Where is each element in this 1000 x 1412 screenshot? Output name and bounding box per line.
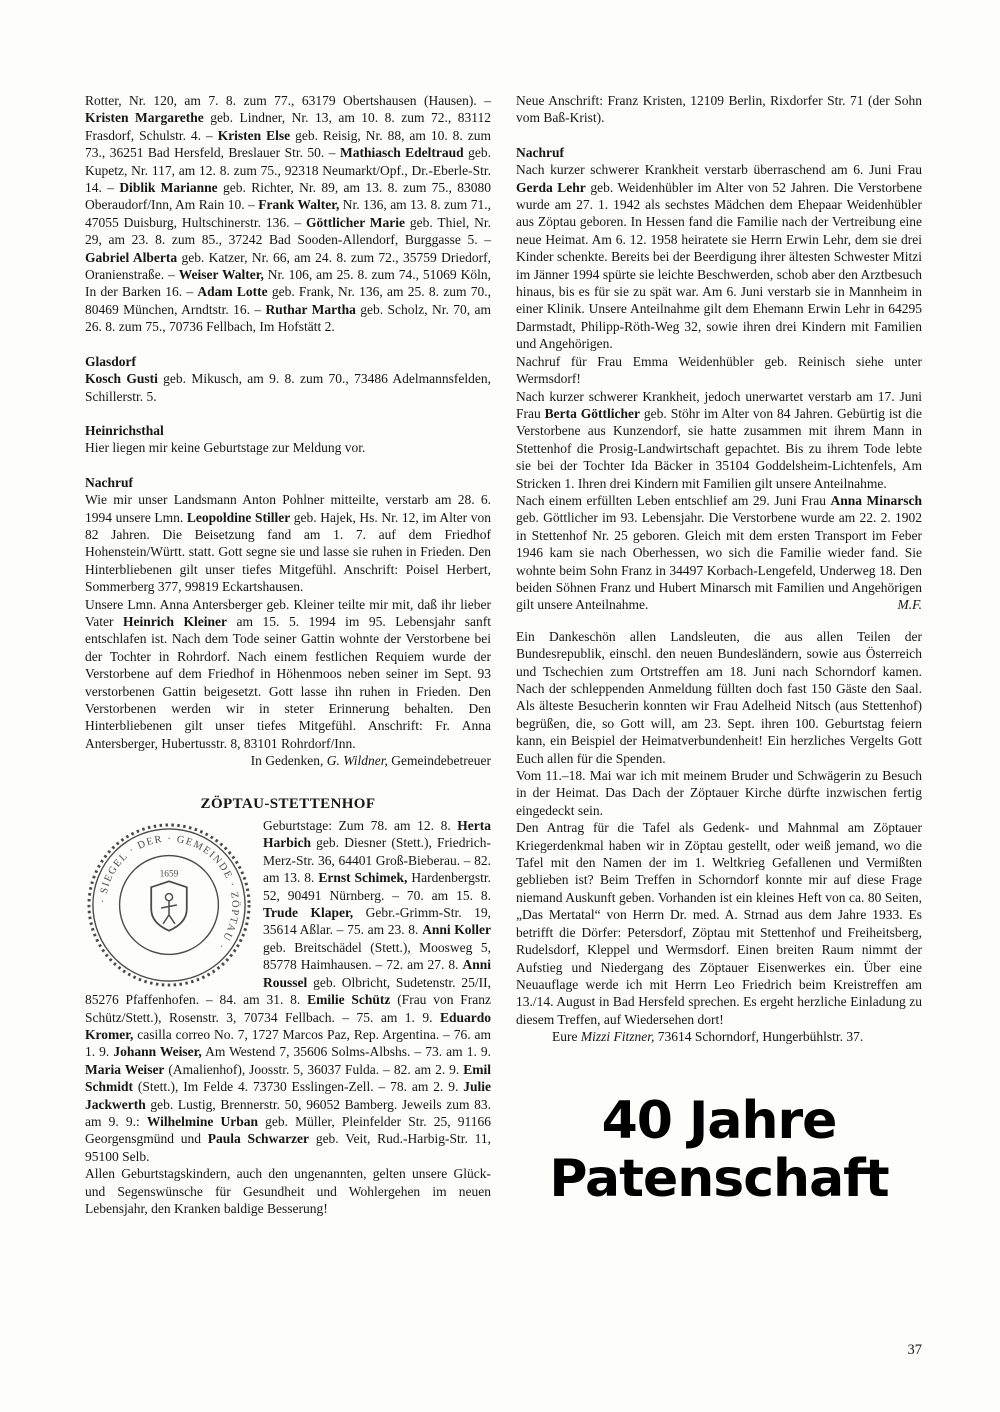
banner-line-1: 40 Jahre bbox=[601, 1090, 837, 1151]
birthday-list-continued: Rotter, Nr. 120, am 7. 8. zum 77., 63179 Obertshausen (Hausen). – Kristen Margarethe geb. Lindner, Nr. 13, am 10. 8. zum 72., 83112 Frasdorf, Schulstr. 4. – Kristen Else geb. Reisig, Nr. 88, am 10. 8. zum 73., 36251 Bad Hersfeld, Breslauer Str. 50. – Mathiasch Edeltraud geb. Kupetz, Nr. 117, am 12. 8. zum 75., 92318 Neumarkt/Opf., Dr.-Eberle-Str. 14. – Diblik Marianne geb. Richter, Nr. 89, am 13. 8. zum 75., 83080 Oberaudorf/Inn, Am Rain 10. – Frank Walter, Nr. 136, am 13. 8. zum 71., 47055 Duisburg, Hultschinerstr. 136. – Göttlicher Marie geb. Thiel, Nr. 29, am 23. 8. zum 85., 37242 Bad Sooden-Allendorf, Burggasse 5. – Gabriel Alberta geb. Katzer, Nr. 66, am 24. 8. zum 72., 35759 Driedorf, Oranienstraße. – Weiser Walter, Nr. 106, am 25. 8. zum 74., 51069 Köln, In der Barken 16. – Adam Lotte geb. Frank, Nr. 136, am 25. 8. zum 70., 80469 München, Arndtstr. 16. – Ruthar Martha geb. Scholz, Nr. 70, am 26. 8. zum 75., 70736 Fellbach, Im Hofstätt 2. bbox=[85, 93, 492, 335]
report-memorial-tafel: Den Antrag für die Tafel als Gedenk- und Mahnmal am Zöptauer Kriegerdenkmal haben wir in Zöptau gestellt, oder weiß jemand, wo die Tafel mit den Namen der im 1. Weltkrieg Gefallenen und Vermißten geblieben ist? Beim Treffen in Schorndorf konnte mir auf diese Frage niemand Auskunft geben. Vorhanden ist ein kleines Heft von ca. 80 Seiten, „Das Mertatal“ von Herrn Dr. med. A. Strnad aus dem Jahre 1933. Es betrifft die Dörfer: Petersdorf, Zöptau mit Stettenhof und Freiheitsberg, Rudelsdorf, Kleppel und Wermsdorf. Einen breiten Raum nimmt der Aufstieg und Niedergang des Zöptauer Eisenwerkes ein. Über eine Neuauflage werde ich mit Herrn Leo Friedrich beim Kreistreffen am 13./14. August in Bad Hersfeld sprechen. Es ergeht herzliche Einladung zu diesem Treffen, auf Wiedersehen dort! bbox=[516, 820, 922, 1027]
glasdorf-entry: Kosch Gusti geb. Mikusch, am 9. 8. zum 70., 73486 Adelmannsfelden, Schillerstr. 5. bbox=[85, 371, 492, 404]
new-address-note: Neue Anschrift: Franz Kristen, 12109 Berlin, Rixdorfer Str. 71 (der Sohn vom Baß-Krist). bbox=[516, 93, 922, 126]
right-column bbox=[516, 92, 922, 1208]
zoeptau-birthday-closing: Allen Geburtstagskindern, auch den ungenannten, gelten unsere Glück- und Segenswünsche für Gesundheit und Wohlergehen im neuen Lebensjahr, den Kranken baldige Besserung! bbox=[85, 1166, 491, 1216]
anniversary-banner bbox=[516, 1092, 922, 1208]
report-homeland-visit: Vom 11.–18. Mai war ich mit meinem Bruder und Schwägerin zu Besuch in der Heimat. Das Dach der Zöptauer Kirche dürfte inzwischen fertig eingedeckt sein. bbox=[516, 768, 922, 818]
section-heading-nachruf-right: Nachruf bbox=[516, 144, 564, 160]
left-column bbox=[85, 92, 491, 1217]
heinrichsthal-note: Hier liegen mir keine Geburtstage zur Meldung vor. bbox=[85, 440, 366, 456]
section-heading-nachruf-left: Nachruf bbox=[85, 474, 133, 490]
page-number: 37 bbox=[907, 1342, 922, 1358]
section-heading-heinrichsthal: Heinrichsthal bbox=[85, 422, 164, 438]
obituary-stiller: Wie mir unser Landsmann Anton Pohlner mitteilte, verstarb am 28. 6. 1994 unsere Lmn. Leopoldine Stiller geb. Hajek, Hs. Nr. 12, im Alter von 82 Jahren. Die Beisetzung fand am 1. 7. auf dem Friedhof Hohenstein/Württ. statt. Gott segne sie und lasse sie ruhen in Frieden. Den Hinterbliebenen gilt unser tiefes Mitgefühl. Anschrift: Poisel Herbert, Sommerberg 377, 99819 Eckartshausen. bbox=[85, 492, 491, 595]
obituary-minarsch: Nach einem erfüllten Leben entschlief am 29. Juni Frau Anna Minarsch geb. Göttlicher im 93. Lebensjahr. Die Verstorbene wurde am 22. 2. 1902 in Stettenhof Nr. 25 geboren. Gleich mit dem ersten Transport im Feber 1946 kam sie nach Oberhessen, wo sich die Familie wieder fand. Sie wohnte beim Sohn Franz in 34497 Korbach-Lengefeld, Underweg 18. Den beiden Söhnen Franz und Hubert Minarsch mit Familien und Angehörigen gilt unsere Anteilnahme. M.F. bbox=[516, 492, 922, 613]
seal-figure bbox=[161, 901, 177, 924]
seal-year: 1659 bbox=[159, 869, 179, 880]
obituary-signoff: In Gedenken, G. Wildner, Gemeindebetreuer bbox=[250, 753, 491, 769]
section-heading-glasdorf: Glasdorf bbox=[85, 353, 137, 369]
section-heading-zoeptau-stettenhof: ZÖPTAU-STETTENHOF bbox=[200, 795, 376, 812]
svg-text:· SIEGEL · DER · GEMEINDE · ZÖ bbox=[98, 834, 242, 952]
obituary-weidenhuebler-note: Nachruf für Frau Emma Weidenhübler geb. Reinisch siehe unter Wermsdorf! bbox=[516, 353, 922, 387]
seal-graphic bbox=[85, 821, 253, 989]
seal-ring-text: · SIEGEL · DER · GEMEINDE · ZÖPTAU · bbox=[97, 833, 241, 952]
obituary-kleiner: Unsere Lmn. Anna Antersberger geb. Kleiner teilte mir mit, daß ihr lieber Vater Heinrich Kleiner am 15. 5. 1994 im 95. Lebensjahr sanft entschlafen ist. Nach dem Tode seiner Gattin wohnte der Verstorbene bei der Tochter in Rohrdorf. Nach einem festlichen Requiem wurde der Verstorbene auf dem Friedhof in Höhenmoos neben seiner im Sept. 93 verstorbenen Gattin beigesetzt. Gott lasse ihn ruhen in Frieden. Den Verstorbenen werden wir in steter Erinnerung behalten. Den Hinterbliebenen gilt unser tiefes Mitgefühl. Anschrift: Fr. Anna Antersberger, Hubertusstr. 8, 83101 Rohrdorf/Inn. bbox=[85, 596, 491, 751]
banner-line-2: Patenschaft bbox=[549, 1148, 889, 1209]
obituary-lehr: Nach kurzer schwerer Krankheit verstarb überraschend am 6. Juni Frau Gerda Lehr geb. Weidenhübler im Alter von 52 Jahren. Die Verstorbene wurde am 27. 1. 1942 als sechstes Mädchen dem Ehepaar Weidenhübler aus Zöptau geboren. In Hessen fand die Familie nach der Vertreibung eine neue Heimat. Am 6. 12. 1958 heiratete sie Herrn Erwin Lehr, dem sie drei Kinder schenkte. Bereits bei der Beerdigung ihrer ältesten Schwester Mitzi im Jänner 1994 spürte sie leichte Beschwerden, schob aber den Arztbesuch hinaus, bis es für sie zu spät war. Am 6. Juni verstarb sie in Mannheim in einer Klinik. Unsere Anteilnahme gilt dem Ehemann Erwin Lehr in 64295 Darmstadt, Philipp-Röth-Weg 32, sowie ihren drei Kindern mit Familien und Angehörigen. bbox=[516, 162, 922, 352]
zoeptau-gemeinde-seal bbox=[85, 821, 253, 989]
zoeptau-birthday-list: Geburtstage: Zum 78. am 12. 8. Herta Harbich geb. Diesner (Stett.), Friedrich-Merz-Str. 36, 64401 Groß-Bieberau. – 82. am 13. 8. Ernst Schimek, Hardenbergstr. 52, 90491 Nürnberg. – 70. am 15. 8. Trude Klaper, Gebr.-Grimm-Str. 19, 35614 Aßlar. – 75. am 23. 8. Anni Koller geb. Breitschädel (Stett.), Moosweg 5, 85778 Haimhausen. – 72. am 27. 8. Anni Roussel geb. Olbricht, Sudetenstr. 25/II, 85276 Pfaffenhofen. – 84. am 31. 8. Emilie Schütz (Frau von Franz Schütz/Stett.), Rosenstr. 3, 70734 Fellbach. – 75. am 1. 9. Eduardo Kromer, casilla correo No. 7, 1727 Marcos Paz, Rep. Argentina. – 76. am 1. 9. Johann Weiser, Am Westend 7, 35606 Solms-Albshs. – 73. am 1. 9. Maria Weiser (Amalienhof), Joosstr. 5, 36037 Fulda. – 82. am 2. 9. Emil Schmidt (Stett.), Im Felde 4. 73730 Esslingen-Zell. – 78. am 2. 9. Julie Jackwerth geb. Lustig, Brennerstr. 50, 96052 Bamberg. Jeweils zum 83. am 9. 9.: Wilhelmine Urban geb. Müller, Pleinfelder Str. 25, 91166 Georgensgmünd und Paula Schwarzer geb. Veit, Rud.-Harbig-Str. 11, 95100 Selb. bbox=[85, 818, 492, 1164]
report-signoff: Eure Mizzi Fitzner, 73614 Schorndorf, Hungerbühlstr. 37. bbox=[552, 1029, 864, 1045]
zoeptau-section-body bbox=[85, 817, 491, 1165]
report-thanks: Ein Dankeschön allen Landsleuten, die aus allen Teilen der Bundesrepublik, einschl. den neuen Bundesländern, sowie aus Österreich und Tschechien zum Ortstreffen am 18. Juni nach Schorndorf kamen. Nach der schleppenden Anmeldung füllten doch fast 150 Gäste den Saal. Als älteste Besucherin konnten wir Frau Adelheid Nitsch (aus Stettenhof) begrüßen, die, so Gott will, am 23. Sept. ihren 100. Geburtstag feiern kann, ein Beispiel der Heimatverbundenheit! Ein herzliches Vergelts Gott Euch allen für die Spenden. bbox=[516, 628, 922, 766]
obituary-goettlicher: Nach kurzer schwerer Krankheit, jedoch unerwartet verstarb am 17. Juni Frau Berta Göttlicher geb. Stöhr im Alter von 84 Jahren. Gebürtig ist die Verstorbene aus Kunzendorf, sie hatte zusammen mit ihrem Mann in Stettenhof die Prosig-Landwirtschaft gepachtet. Bis zu ihrem Tode lebte sie bei der Tochter Ida Bäcker in 35104 Goddelsheim-Lichtenfels, Am Stricken 1. Ihren drei Kindern mit Familien gilt unsere Anteilnahme. bbox=[516, 388, 923, 491]
